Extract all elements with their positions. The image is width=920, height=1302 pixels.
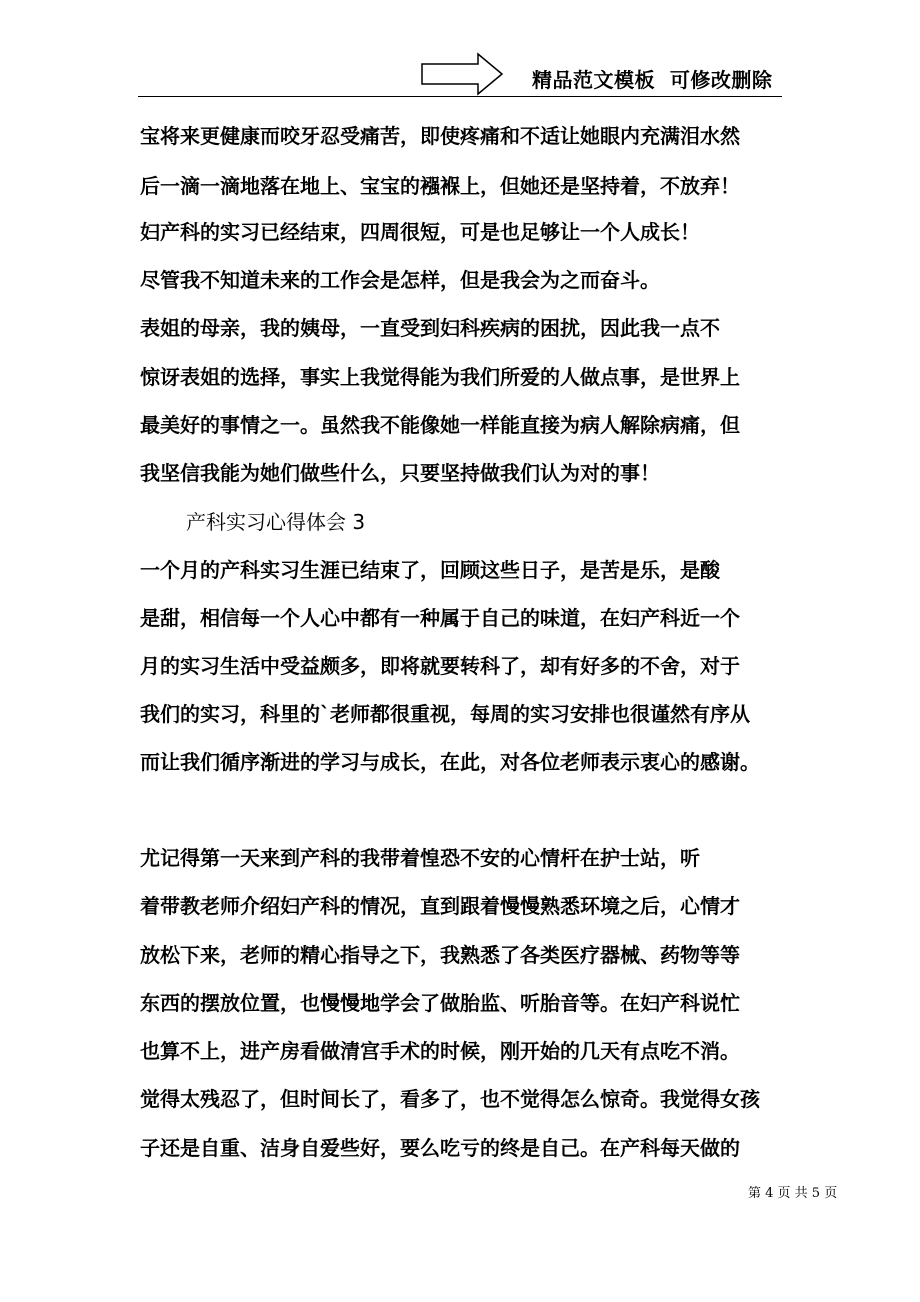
header-title: 精品范文模板 可修改删除 (532, 68, 773, 92)
body-line: 宝将来更健康而咬牙忍受痛苦，即使疼痛和不适让她眼内充满泪水然 (140, 124, 740, 148)
body-line: 最美好的事情之一。虽然我不能像她一样能直接为病人解除病痛，但 (140, 413, 740, 437)
body-line: 也算不上，进产房看做清宫手术的时候，刚开始的几天有点吃不消。 (140, 1039, 740, 1063)
body-line: 尽管我不知道未来的工作会是怎样，但是我会为之而奋斗。 (140, 268, 660, 292)
body-line: 一个月的产科实习生涯已结束了，回顾这些日子，是苦是乐，是酸 (140, 558, 720, 582)
body-line: 惊讶表姐的选择，事实上我觉得能为我们所爱的人做点事，是世界上 (140, 365, 740, 389)
body-line: 东西的摆放位置，也慢慢地学会了做胎监、听胎音等。在妇产科说忙 (140, 991, 740, 1015)
body-line: 子还是自重、洁身自爱些好，要么吃亏的终是自己。在产科每天做的 (140, 1136, 740, 1160)
body-line: 妇产科的实习已经结束，四周很短，可是也足够让一个人成长！ (140, 220, 700, 244)
body-line: 月的实习生活中受益颇多，即将就要转科了，却有好多的不舍，对于 (140, 654, 740, 678)
body-line: 着带教老师介绍妇产科的情况，直到跟着慢慢熟悉环境之后，心情才 (140, 894, 740, 918)
section-heading: 产科实习心得体会 3 (186, 510, 366, 534)
header-arrow-icon (420, 52, 504, 100)
body-line: 尤记得第一天来到产科的我带着惶恐不安的心情杆在护士站，听 (140, 846, 700, 870)
body-line: 而让我们循序渐进的学习与成长，在此，对各位老师表示衷心的感谢。 (140, 750, 760, 774)
page-number: 第 4 页 共 5 页 (748, 1186, 838, 1201)
body-line: 放松下来，老师的精心指导之下，我熟悉了各类医疗器械、药物等等 (140, 943, 740, 967)
header-divider (138, 96, 782, 97)
body-line: 表姐的母亲，我的姨母，一直受到妇科疾病的困扰，因此我一点不 (140, 316, 720, 340)
body-line: 后一滴一滴地落在地上、宝宝的襁褓上，但她还是坚持着，不放弃！ (140, 174, 740, 198)
body-line: 我坚信我能为她们做些什么，只要坚持做我们认为对的事！ (140, 461, 660, 485)
body-line: 我们的实习，科里的`老师都很重视，每周的实习安排也很谨然有序从 (140, 702, 750, 726)
body-line: 觉得太残忍了，但时间长了，看多了，也不觉得怎么惊奇。我觉得女孩 (140, 1087, 760, 1111)
body-line: 是甜，相信每一个人心中都有一种属于自己的味道，在妇产科近一个 (140, 606, 740, 630)
